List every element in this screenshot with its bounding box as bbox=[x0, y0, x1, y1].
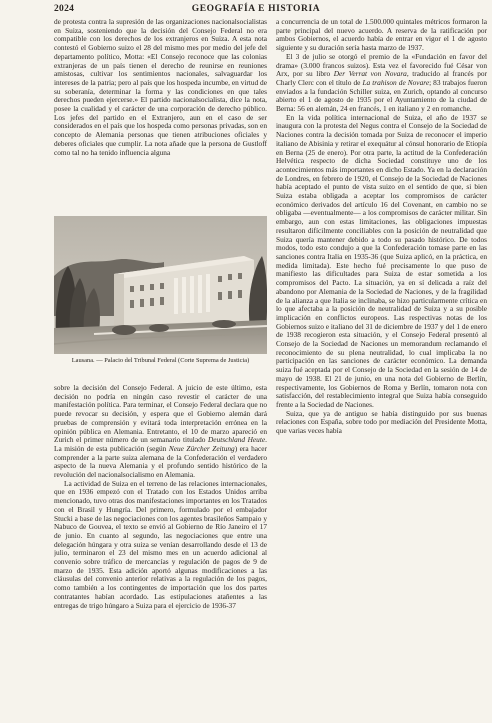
italic-title: Der Verrat von Novara bbox=[333, 69, 407, 79]
page-header bbox=[0, 4, 492, 18]
paragraph: a concurrencia de un total de 1.500.000 quintales métricos formaron la parte principal del nuevo acuerdo. A reserva de la ratificación por ambos Gobiernos, el acuerdo había de entrar en vigor el 1 de agosto siguiente y su duración sería hasta marzo de 1937. bbox=[276, 18, 487, 53]
italic-title: Deutschland Heute bbox=[207, 435, 266, 445]
text-run: El 3 de julio se otorgó el premio de la «Fundación en favor del drama» (3.000 francos suizos). Esta vez el favorecido fué César von Arx, por su libro bbox=[276, 51, 487, 79]
italic-title: La trahison de Novare bbox=[362, 77, 430, 87]
text-run: ) era hacer comprender a la parte suiza alemana de la Confederación el verdadero aspecto de la nueva Alemania y el profundo sentido histórico de la revolución del nacionalsocialismo en Alemania. bbox=[54, 443, 267, 480]
caption-text: — Palacio del Tribunal Federal (Corte Suprema de Justicia) bbox=[94, 357, 250, 364]
left-column-top-text bbox=[54, 18, 267, 213]
running-title: GEOGRAFÍA E HISTORIA bbox=[191, 4, 321, 14]
figure bbox=[54, 216, 267, 366]
paragraph bbox=[54, 384, 267, 480]
paragraph: La actividad de Suiza en el terreno de las relaciones internacionales, que en 1936 empezó con el Tratado con los Estados Unidos arriba mencionado, tuvo otras dos manifestaciones importantes en los Tratados con el Brasil y Hungría. Del primero, formulado por el embajador Stucki a base de las negociaciones con los agentes brasileños Sampaio y Nabuco de Gouvea, el texto se envió al Gobierno de Río Janeiro el 17 de junio. En cuanto al segundo, las negociaciones que entre una delegación húngara y otra suiza se venían desarrollando desde el 13 de julio, terminaron el 23 del mismo mes en un acuerdo adicional al convenio sobre tráfico de mercancías y regulación de pagos de 9 de marzo de 1935. Esta adición aportó algunas modificaciones a las cláusulas del convenio anterior relativas a la regulación de los pagos, como también a los contingentes de importación que los dos partes contratantes habían acordado. Las estipulaciones atañentes a las entregas de trigo húngaro a Suiza para el ejercicio de 1936-37 bbox=[54, 478, 267, 610]
figure-caption bbox=[54, 357, 267, 365]
right-column-text bbox=[276, 18, 487, 713]
text-run: , traducido al francés por Charly Clerc con el título de bbox=[276, 69, 487, 87]
caption-place: Lausana. bbox=[71, 357, 95, 364]
text-run: ; 83 trabajos fueron enviados a la fundación Schiller suiza, en Zurich, optando al concurso abierto el 1 de agosto de 1935 por el Ayuntamiento de la ciudad de Berna: 56 en alemán, 24 en francés, 1 en italiano y 2 en romanche. bbox=[276, 77, 487, 114]
text-run: sobre la decisión del Consejo Federal. A juicio de este último, esta decisión no podría en ningún caso revestir el carácter de una manifestación política. Para terminar, el Consejo Federal declara que no puede revocar su decisión, y espera que el Gobierno alemán dará pruebas de comprensión y evitará toda interpretación errónea en la opinión pública en Alemania. Entretanto, el 10 de marzo apareció en Zurich el primer número de un semanario titulado bbox=[54, 384, 267, 445]
paragraph bbox=[276, 53, 487, 114]
paragraph: de protesta contra la supresión de las organizaciones nacionalsocialistas en Suiza, sosteniendo que la decisión del Consejo Federal no era compatible con los derechos de los extranjeros en Suiza. A esta nota contestó el Gobierno suizo el 28 del mismo mes por medio del jefe del departamento político, Motta: «El Consejo reconoce que las colonias extranjeras de un país tienen el derecho de reunirse en reuniones amistosas, cultivar los sentimientos nacionales, salvaguardar los intereses de la patria; pero al país que los hospeda incumbe, en virtud de su soberanía, determinar la forma y las condiciones en que tales derechos pueden ejercerse.» El partido nacionalsocialista, dice la nota, posee la cualidad y el carácter de una corporación de derecho público. Los jefes del partido en el Extranjero, aun en el caso de ser considerados en el país que los hospeda como personas privadas, son en concepto de Alemania personas que tienen atribuciones oficiales y deberes oficiales que cumplir. La nota añade que la persona de Gustloff como tal no ha tenido influencia alguna bbox=[54, 18, 267, 157]
photograph-federal-tribunal-palace bbox=[54, 216, 267, 354]
italic-title: Neue Zürcher Zeitung bbox=[168, 443, 235, 453]
left-column-bottom-text bbox=[54, 384, 267, 713]
text-run: . La misión de esta publicación (según bbox=[54, 435, 267, 453]
page-number: 2024 bbox=[54, 4, 75, 14]
paragraph: Suiza, que ya de antiguo se había distinguido por sus buenas relaciones con España, sobre todo por mediación del Presidente Motta, que varias veces había bbox=[276, 408, 487, 436]
paragraph: En la vida política internacional de Suiza, el año de 1937 se inaugura con la protesta del Negus contra el Consejo de la Sociedad de Naciones contra la decisión tomada por Suiza de reconocer el imperio italiano de Abisinia y retirar el exequátur al cónsul honorario de Etiopía en Berna (25 de enero). Por otra parte, la actitud de la Confederación Helvética respecto de dicha Sociedad constituye uno de los acontecimientos más importantes en dicho Estado. Ya en la declaración de Londres, en febrero de 1920, el Consejo de la Sociedad de Naciones había aceptado el punto de vista suizo en el sentido de que, si bien Suiza estaba obligada a aceptar los compromisos de carácter económico derivados del artículo 16 del Covenant, en cambio no se obligaba —eventualmente— a los compromisos de carácter militar. Sin embargo, aun con estas limitaciones, las obligaciones impuestas resultaron difícilmente conciliables con la posición de neutralidad que Suiza quería mantener debido a todo su pasado histórico. De todos modos, todo esto condujo a que la Confederación tomase parte en las sanciones contra Italia en 1935-36 (que Suiza aplicó, en la práctica, en medida limitada). Este hecho fué precisamente lo que puso de manifiesto las dificultades para Suiza de estar sometida a los compromisos del Pacto. La situación, ya en sí delicada a raíz del abandono por Alemania de la Sociedad de Naciones, y de la fragilidad de la alianza a que Italia se inclinaba, se hizo particularmente crítica en lo que afectaba a la posición de neutralidad de Suiza y a su posible implicación en conflictos europeos. Las respectivas notas de los Gobiernos suizo e italiano del 31 de diciembre de 1937 y del 1 de enero de 1938 recogieron esta situación, y el Consejo Federal presentó al Consejo de la Sociedad de Naciones un memorandum reclamando el reconocimiento de su plena neutralidad, lo cual implicaba la no participación en las sanciones de carácter económico. La demanda suiza fué aceptada por el Consejo de la Sociedad en la sesión de 14 de mayo de 1938. El 21 de junio, en una nota del Gobierno de Berlín, respectivamente, los Gobiernos de Roma y Berlín, tomaron nota con satisfacción, del restablecimiento integral que Suiza había conseguido frente a la Sociedad de Naciones. bbox=[276, 112, 487, 409]
